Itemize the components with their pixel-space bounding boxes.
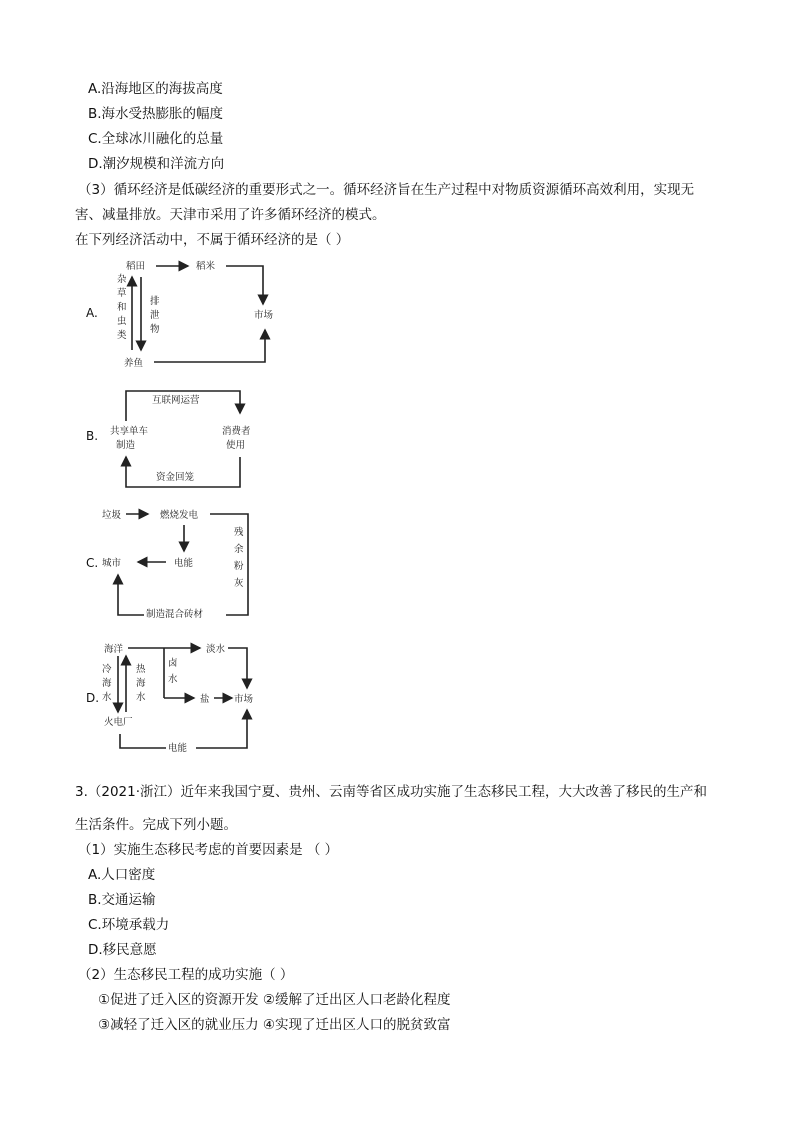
q3-p1-option-d: D.移民意愿 <box>88 942 157 958</box>
diagram-c-label: C. <box>86 556 99 570</box>
q3-intro-line2: 生活条件。完成下列小题。 <box>75 817 237 833</box>
d-power: 电能 <box>168 743 188 754</box>
d-cold-2: 海 <box>102 678 112 689</box>
a-fish: 养鱼 <box>124 358 144 369</box>
a-excrement-3: 物 <box>150 324 160 335</box>
option-d: D.潮汐规模和洋流方向 <box>88 156 225 172</box>
d-hot-2: 海 <box>136 678 146 689</box>
c-burn: 燃烧发电 <box>160 510 199 521</box>
option-a: A.沿海地区的海拔高度 <box>88 81 223 97</box>
diagram-b-label: B. <box>86 429 99 443</box>
d-fresh: 淡水 <box>206 644 226 655</box>
a-excrement-1: 排 <box>150 296 160 307</box>
diagram-a-label: A. <box>86 306 98 320</box>
a-excrement-2: 泄 <box>150 310 160 321</box>
c-power: 电能 <box>174 558 194 569</box>
a-rice: 稻米 <box>196 261 216 272</box>
d-ocean: 海洋 <box>104 644 124 655</box>
q2-3-stem-line2: 害、减量排放。天津市采用了许多循环经济的模式。 <box>75 207 386 223</box>
a-weeds-1: 杂 <box>117 274 127 285</box>
b-consumer-2: 使用 <box>226 440 246 451</box>
b-consumer-1: 消费者 <box>222 426 251 437</box>
option-c: C.全球冰川融化的总量 <box>88 131 224 147</box>
q2-3-stem-line3: 在下列经济活动中，不属于循环经济的是（ ） <box>75 232 350 248</box>
d-brine-2: 水 <box>168 674 178 685</box>
a-weeds-2: 草 <box>117 288 127 299</box>
a-weeds-3: 和 <box>117 302 127 313</box>
a-weeds-5: 类 <box>117 330 127 341</box>
c-ash-2: 余 <box>234 544 244 555</box>
d-cold-3: 水 <box>102 692 112 703</box>
q3-intro-line1: 3.（2021·浙江）近年来我国宁夏、贵州、云南等省区成功实施了生态移民工程，大大改善了移民的生产和 <box>75 784 708 800</box>
q3-p1-option-a: A.人口密度 <box>88 867 156 883</box>
a-market: 市场 <box>254 310 274 321</box>
b-fund: 资金回笼 <box>156 472 195 483</box>
q2-3-stem-line1: （3）循环经济是低碳经济的重要形式之一。循环经济旨在生产过程中对物质资源循环高效利用，实现无 <box>78 182 695 198</box>
c-ash-4: 灰 <box>234 578 244 589</box>
c-ash-1: 残 <box>234 527 244 538</box>
c-garbage: 垃圾 <box>102 510 122 521</box>
q3-p1-option-c: C.环境承载力 <box>88 917 170 933</box>
d-hot-1: 热 <box>136 664 146 675</box>
a-weeds-4: 虫 <box>117 316 127 327</box>
d-cold-1: 冷 <box>102 664 112 675</box>
diagram-d <box>102 638 280 756</box>
q3-p2-stem: （2）生态移民工程的成功实施（ ） <box>78 967 294 983</box>
b-bike-2: 制造 <box>116 440 136 451</box>
diagram-a <box>110 252 290 374</box>
diagram-d-label: D. <box>86 691 100 705</box>
diagram-b <box>110 385 280 495</box>
option-b: B.海水受热膨胀的幅度 <box>88 106 224 122</box>
d-hot-3: 水 <box>136 692 146 703</box>
c-city: 城市 <box>102 558 122 569</box>
d-market: 市场 <box>234 694 254 705</box>
q3-p2-items-row2: ③减轻了迁入区的就业压力 ④实现了迁出区人口的脱贫致富 <box>98 1017 451 1033</box>
c-ash-3: 粉 <box>234 561 244 572</box>
diagram-c <box>102 503 280 623</box>
q3-p1-option-b: B.交通运输 <box>88 892 156 908</box>
q3-p1-stem: （1）实施生态移民考虑的首要因素是 （ ） <box>78 842 339 858</box>
q3-p2-items-row1: ①促进了迁入区的资源开发 ②缓解了迁出区人口老龄化程度 <box>98 992 451 1008</box>
b-internet: 互联网运营 <box>152 395 200 406</box>
c-brick: 制造混合砖材 <box>146 609 204 620</box>
d-plant: 火电厂 <box>104 717 133 728</box>
b-bike-1: 共享单车 <box>110 426 149 437</box>
d-brine-1: 卤 <box>168 658 178 669</box>
d-salt: 盐 <box>200 694 210 705</box>
a-rice-field: 稻田 <box>126 261 146 272</box>
